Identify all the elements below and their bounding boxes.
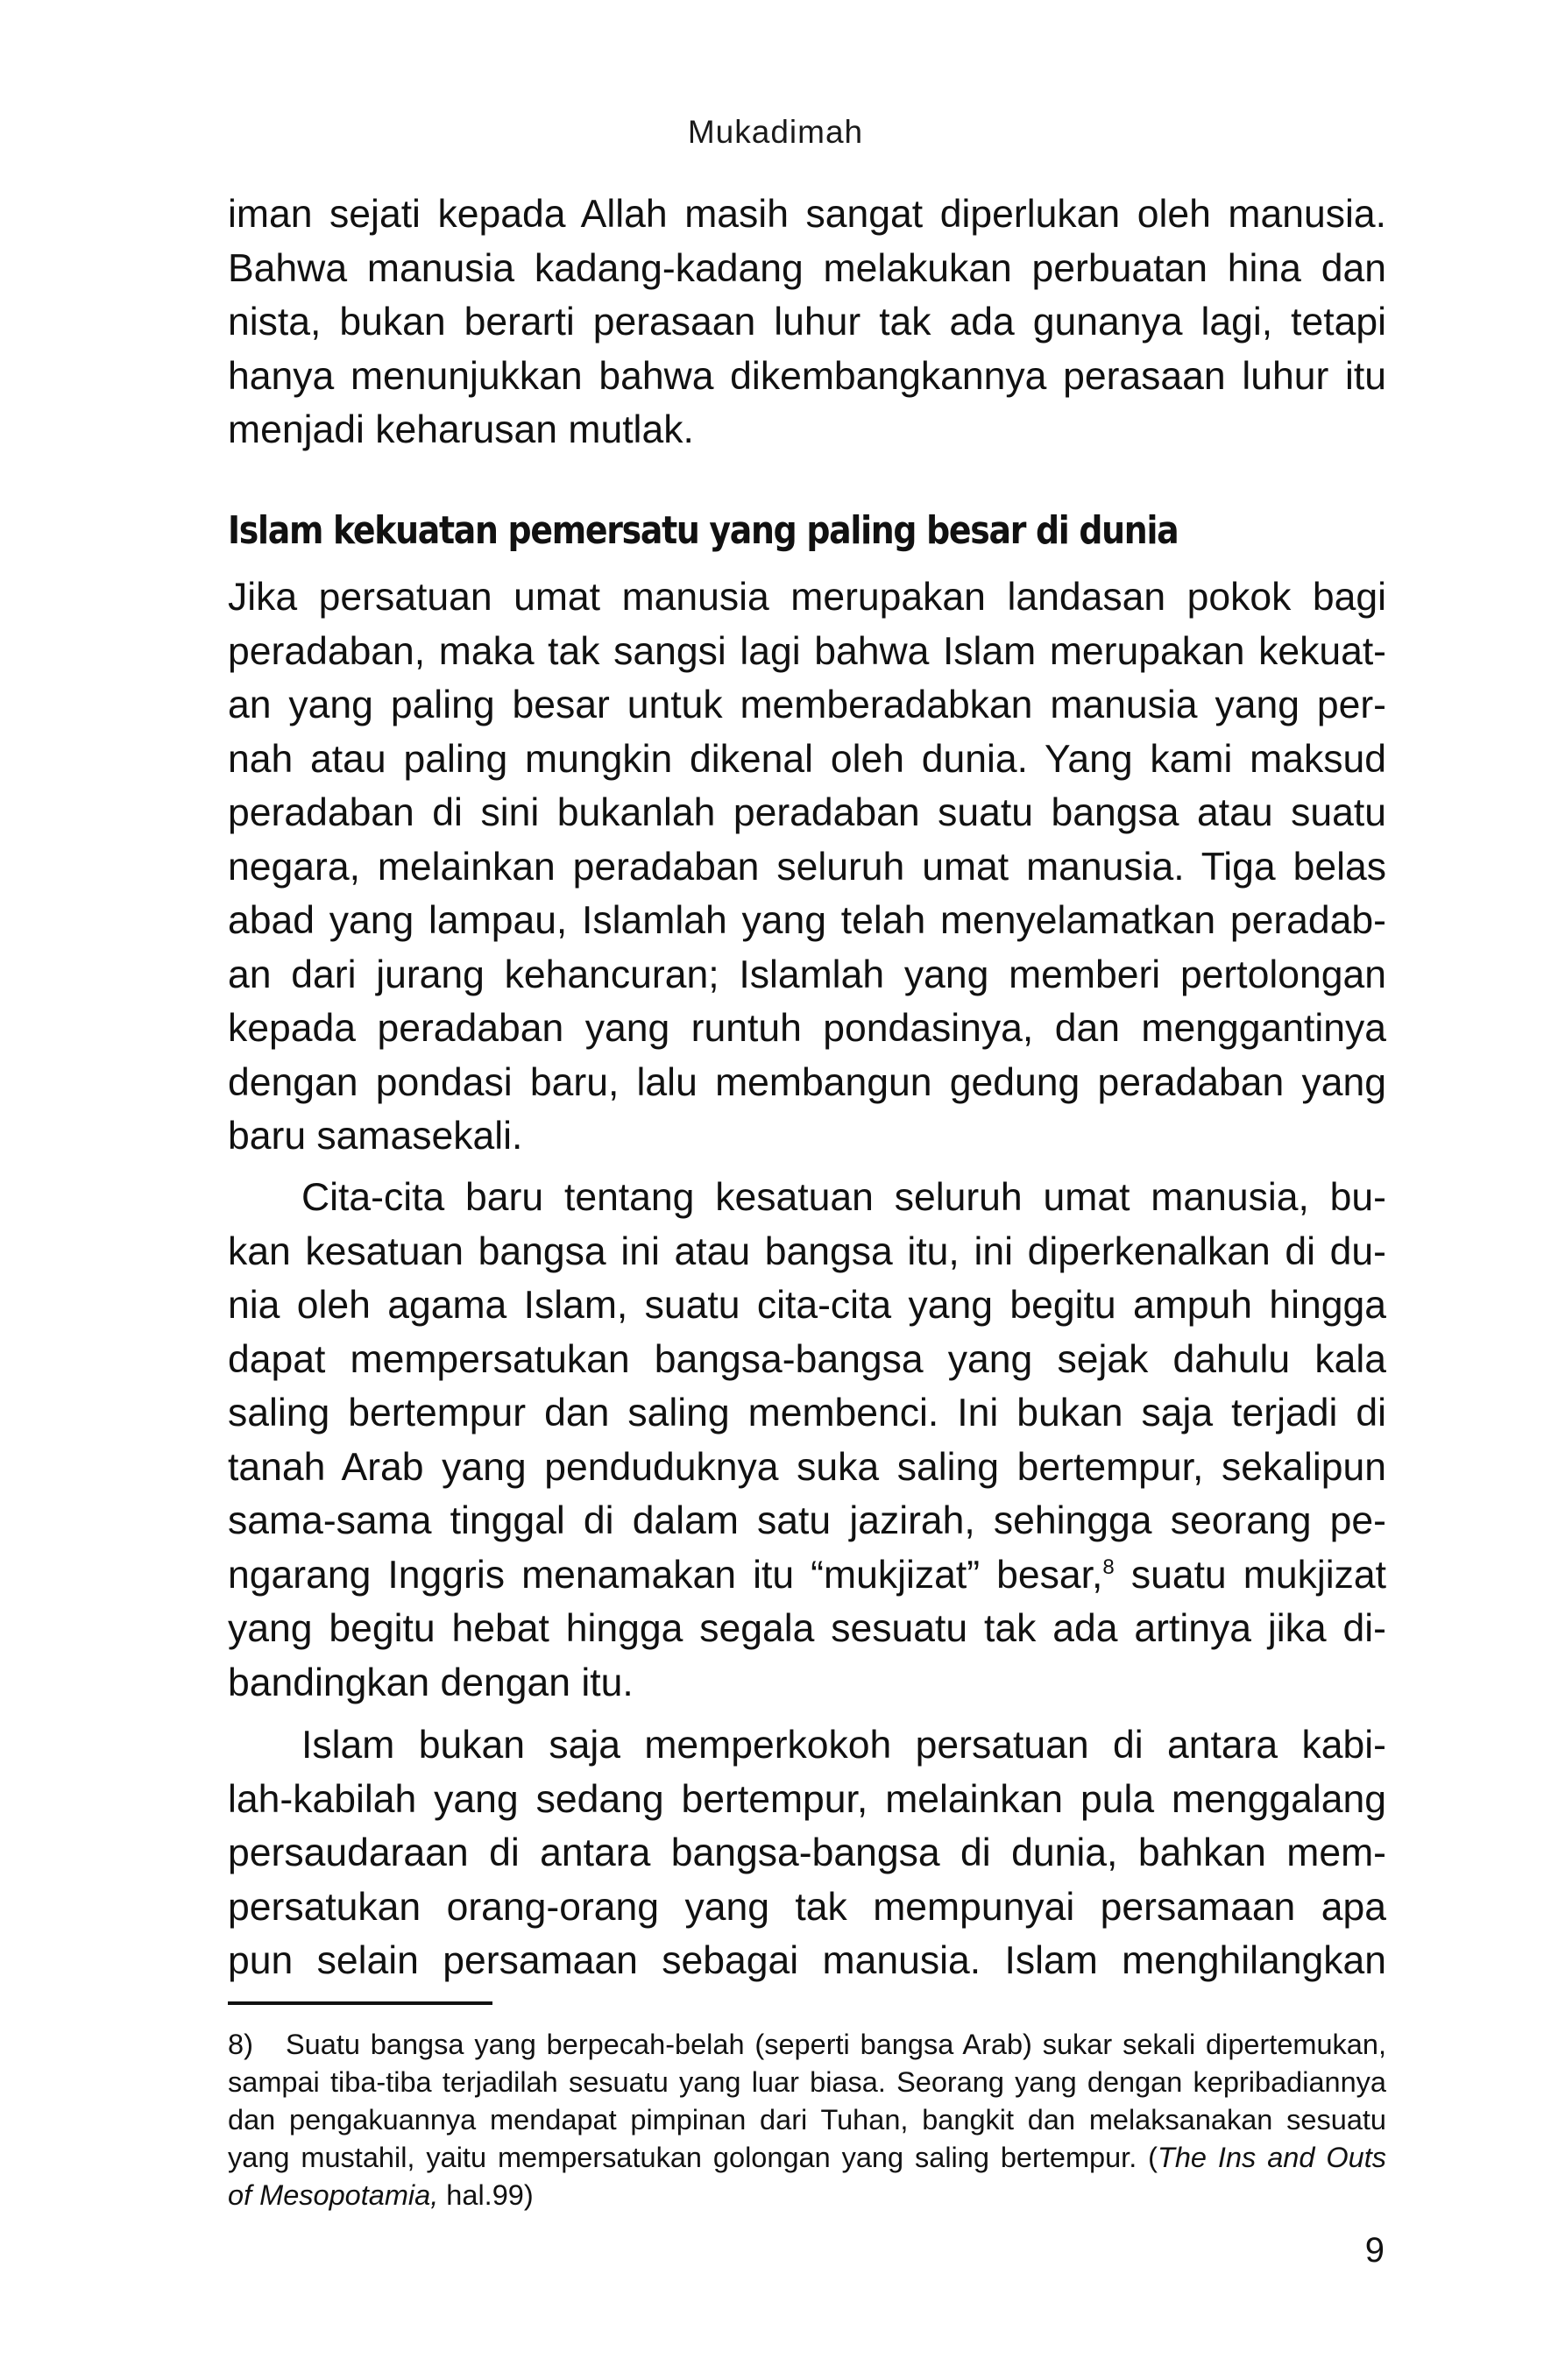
text-line: kepada peradaban yang runtuh pondasinya, dan menggantinya (228, 1007, 1386, 1050)
footnote-number: 8) (228, 2029, 253, 2060)
text-line: peradaban, maka tak sangsi lagi bahwa Islam merupakan kekuat- (228, 629, 1386, 673)
footnote-line (228, 2177, 1386, 2214)
text-line: pun selain persamaan sebagai manusia. Islam menghilangkan (228, 1939, 1386, 1982)
footnote-line: dan pengakuannya mendapat pimpinan dari Tuhan, bangkit dan melaksanakan sesuatu (228, 2104, 1386, 2136)
footnote-text: hal.99) (438, 2179, 534, 2211)
section-heading: Islam kekuatan pemersatu yang paling besar di dunia (228, 508, 1179, 553)
intro-paragraph (228, 188, 1386, 457)
text-line: Jika persatuan umat manusia merupakan landasan pokok bagi (228, 576, 1386, 619)
text-line: kan kesatuan bangsa ini atau bangsa itu, ini diperkenalkan di du- (228, 1229, 1386, 1273)
text-line: sama-sama tinggal di dalam satu jazirah, sehingga seorang pe- (228, 1499, 1386, 1542)
text-line: saling bertempur dan saling membenci. Ini bukan saja terjadi di (228, 1392, 1386, 1434)
text-line: hanya menunjukkan bahwa dikembangkannya perasaan luhur itu (228, 354, 1386, 398)
text-line: tanah Arab yang penduduknya suka saling bertempur, sekalipun (228, 1445, 1386, 1489)
text-line: persaudaraan di antara bangsa-bangsa di dunia, bahkan mem- (228, 1831, 1386, 1874)
paragraph-2 (228, 1171, 1386, 1710)
text-line: Cita-cita baru tentang kesatuan seluruh umat manusia, bu- (301, 1176, 1386, 1219)
text-line-with-footnote (228, 1548, 1386, 1603)
text-line: lah-kabilah yang sedang bertempur, melainkan pula menggalang (228, 1777, 1386, 1821)
text-line: menjadi keharusan mutlak. (228, 408, 694, 451)
text-fragment: suatu mukjizat (1114, 1553, 1386, 1597)
text-line: nia oleh agama Islam, suatu cita-cita yang begitu ampuh hingga (228, 1284, 1386, 1327)
text-fragment: ngarang Inggris menamakan itu “mukjizat” besar, (228, 1553, 1103, 1597)
footnote-reference[interactable]: 8 (1102, 1555, 1115, 1579)
page-number: 9 (1364, 2231, 1385, 2270)
text-line: baru samasekali. (228, 1115, 523, 1158)
text-line: Bahwa manusia kadang-kadang melakukan perbuatan hina dan (228, 246, 1386, 290)
text-line: nah atau paling mungkin dikenal oleh dunia. Yang kami maksud (228, 737, 1386, 781)
text-line: abad yang lampau, Islamlah yang telah menyelamatkan peradab- (228, 899, 1386, 942)
footnote-line (228, 2026, 1386, 2064)
citation-title: of Mesopotamia, (228, 2179, 439, 2211)
footnote-divider (228, 2001, 492, 2005)
footnote-line: sampai tiba-tiba terjadilah sesuatu yang luar biasa. Seorang yang dengan kepribadiannya (228, 2066, 1386, 2098)
footnote-text: yang mustahil, yaitu mempersatukan golongan yang saling bertempur. ( (228, 2142, 1158, 2173)
paragraph-1 (228, 570, 1386, 1164)
running-head: Mukadimah (687, 114, 864, 150)
text-line: nista, bukan berarti perasaan luhur tak ada gunanya lagi, tetapi (228, 301, 1386, 344)
footnote-line (228, 2139, 1386, 2177)
text-line: negara, melainkan peradaban seluruh umat manusia. Tiga belas (228, 845, 1386, 889)
text-line: bandingkan dengan itu. (228, 1661, 634, 1704)
footnote-8 (228, 2026, 1386, 2214)
citation-title: The Ins and Outs (1157, 2142, 1386, 2173)
text-line: persatukan orang-orang yang tak mempunyai persamaan apa (228, 1885, 1386, 1929)
text-line: iman sejati kepada Allah masih sangat diperlukan oleh manusia. (228, 193, 1386, 236)
text-line: dapat mempersatukan bangsa-bangsa yang sejak dahulu kala (228, 1337, 1386, 1381)
text-line: peradaban di sini bukanlah peradaban suatu bangsa atau suatu (228, 791, 1386, 834)
paragraph-3 (228, 1718, 1386, 1988)
text-line: Islam bukan saja memperkokoh persatuan di antara kabi- (301, 1724, 1386, 1767)
text-line: yang begitu hebat hingga segala sesuatu tak ada artinya jika di- (228, 1607, 1386, 1650)
text-line: an yang paling besar untuk memberadabkan manusia yang per- (228, 684, 1386, 726)
text-line: an dari jurang kehancuran; Islamlah yang memberi pertolongan (228, 953, 1386, 996)
text-line: dengan pondasi baru, lalu membangun gedung peradaban yang (228, 1060, 1386, 1104)
footnote-text: Suatu bangsa yang berpecah-belah (seperti bangsa Arab) sukar sekali dipertemukan, (286, 2029, 1386, 2060)
